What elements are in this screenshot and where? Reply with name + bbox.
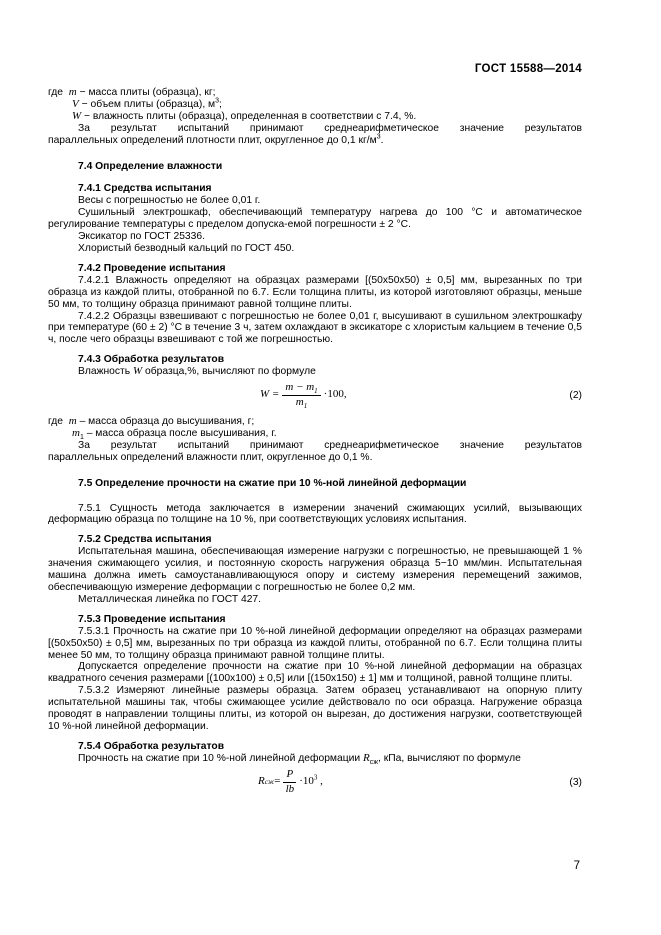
s741-calcium: Хлористый безводный кальций по ГОСТ 450. [78, 242, 295, 254]
s754-intro: Прочность на сжатие при 10 %-ной линейной деформации $R_{сж}$, кПа, вычисляют по формуле [78, 751, 521, 766]
s741-scales: Весы с погрешностью не более 0,01 г. [78, 195, 261, 207]
s7422-text: 7.4.2.2 Образцы взвешивают с погрешностью не более 0,01 г, высушивают в сушильном электрошкафу при температуре (60 ± 2) °C в течение 3 ч, затем охлаждают в эксикаторе с хлористым кальцием в течение 0,5 ч, после чего образцы взвешивают с той же погрешностью. [48, 310, 582, 346]
where-line-v: V − объем плиты (образца), $м^3$; [72, 97, 222, 110]
s751-text: 7.5.1 Сущность метода заключается в измерении значений сжимающих усилий, вызывающих деформацию образца по толщине на 10 %, при соответствующих условиях испытания. [48, 502, 582, 526]
section-7-5-2-title: 7.5.2 Средства испытания [78, 534, 212, 546]
page-body [48, 87, 582, 803]
s741-oven: Сушильный электрошкаф, обеспечивающий температуру нагрева до 100 °C и автоматическое регулирование температуры с пределом допуска-емой погрешности ± 2 °C. [48, 207, 582, 231]
s7421-text: 7.4.2.1 Влажность определяют на образцах размерами [(50х50х50) ± 0,5] мм, вырезанных по три образца из каждой плиты, отобранной по 6.7. Если толщина плиты, из которой изготовляют образцы, меньше 50 мм, то толщину образца принимают равной толщине плиты. [48, 274, 582, 310]
section-7-4-1-title: 7.4.1 Средства испытания [78, 183, 212, 195]
result-moisture-line2: параллельных определений влажности плит, округленное до 0,1 %. [48, 451, 373, 463]
section-7-4-title: 7.4 Определение влажности [78, 160, 223, 172]
result-moisture-line1: За результат испытаний принимают среднеарифметическое значение результатов [78, 439, 582, 451]
formula-2: W = $\frac{m - m_1}{m_1}$ ·100, (2) [260, 381, 582, 411]
where2-line-m: где m – масса образца до высушивания, г; [48, 415, 255, 428]
formula-2-number: (2) [569, 390, 582, 402]
section-7-4-3-title: 7.4.3 Обработка результатов [78, 354, 225, 366]
section-7-5-4-title: 7.5.4 Обработка результатов [78, 740, 225, 752]
formula-3: R сж = $\frac{P}{lb}$ $\cdot 10^3$ , (3) [258, 767, 582, 795]
page-number: 7 [573, 860, 580, 872]
standard-header: ГОСТ 15588—2014 [474, 63, 582, 75]
where-line-m: где m − масса плиты (образца), кг; [48, 86, 216, 98]
s7532-text: 7.5.3.2 Измеряют линейные размеры образца. Затем образец устанавливают на опорную плиту испытательной машины так, чтобы сжимающее усилие действовало по оси образца. Нагружение образца проводят в направлении толщины плиты, из которой он вырезан, до достижения нагрузки, соответствующей 10 %-ной линейной деформации. [48, 685, 582, 732]
result-density-line1: За результат испытаний принимают среднеарифметическое значение результатов [78, 122, 582, 134]
s7531-text: 7.5.3.1 Прочность на сжатие при 10 %-ной линейной деформации определяют на образцах размерами [(50х50х50) ± 0,5] мм, вырезанных по три образца из каждой плиты, отобранной по 6.7. Если толщина плиты менее 50 мм, то толщину образца принимают равной толщине плиты. [48, 625, 582, 661]
s752-ruler: Металлическая линейка по ГОСТ 427. [78, 593, 262, 605]
result-density-line2: параллельных определений плотности плит, округленное до 0,1 $кг/м^3$. [48, 133, 384, 146]
where-line-w: W − влажность плиты (образца), определенная в соответствии с 7.4, %. [72, 109, 417, 122]
where2-line-m1: $m_1$ – масса образца после высушивания, г. [72, 426, 277, 441]
s741-desiccator: Эксикатор по ГОСТ 25336. [78, 231, 205, 243]
formula-3-number: (3) [569, 776, 582, 788]
section-7-5-3-title: 7.5.3 Проведение испытания [78, 613, 226, 625]
s743-intro: Влажность W образца,%, вычисляют по формуле [78, 365, 316, 378]
section-7-5-title: 7.5 Определение прочности на сжатие при 10 %-ной линейной деформации [78, 477, 467, 489]
s752-machine: Испытательная машина, обеспечивающая измерение нагрузки с погрешностью, не превышающей 1 % значения сжимающего усилия, и постоянную скорость нагружения образца 5−10 мм/мин. Испытательная машина должна иметь самоустанавливающуюся опору и систему измерения перемещений зажимов, обеспечивающую измерение деформации с погрешностью не более 0,2 мм. [48, 546, 582, 593]
s7531-alt-text: Допускается определение прочности на сжатие при 10 %-ной линейной деформации на образцах квадратного сечения размерами [(100х100) ± 0,5] или [(150х150) ± 1] мм и толщиной, равной толщине плиты. [48, 661, 582, 685]
section-7-4-2-title: 7.4.2 Проведение испытания [78, 262, 226, 274]
